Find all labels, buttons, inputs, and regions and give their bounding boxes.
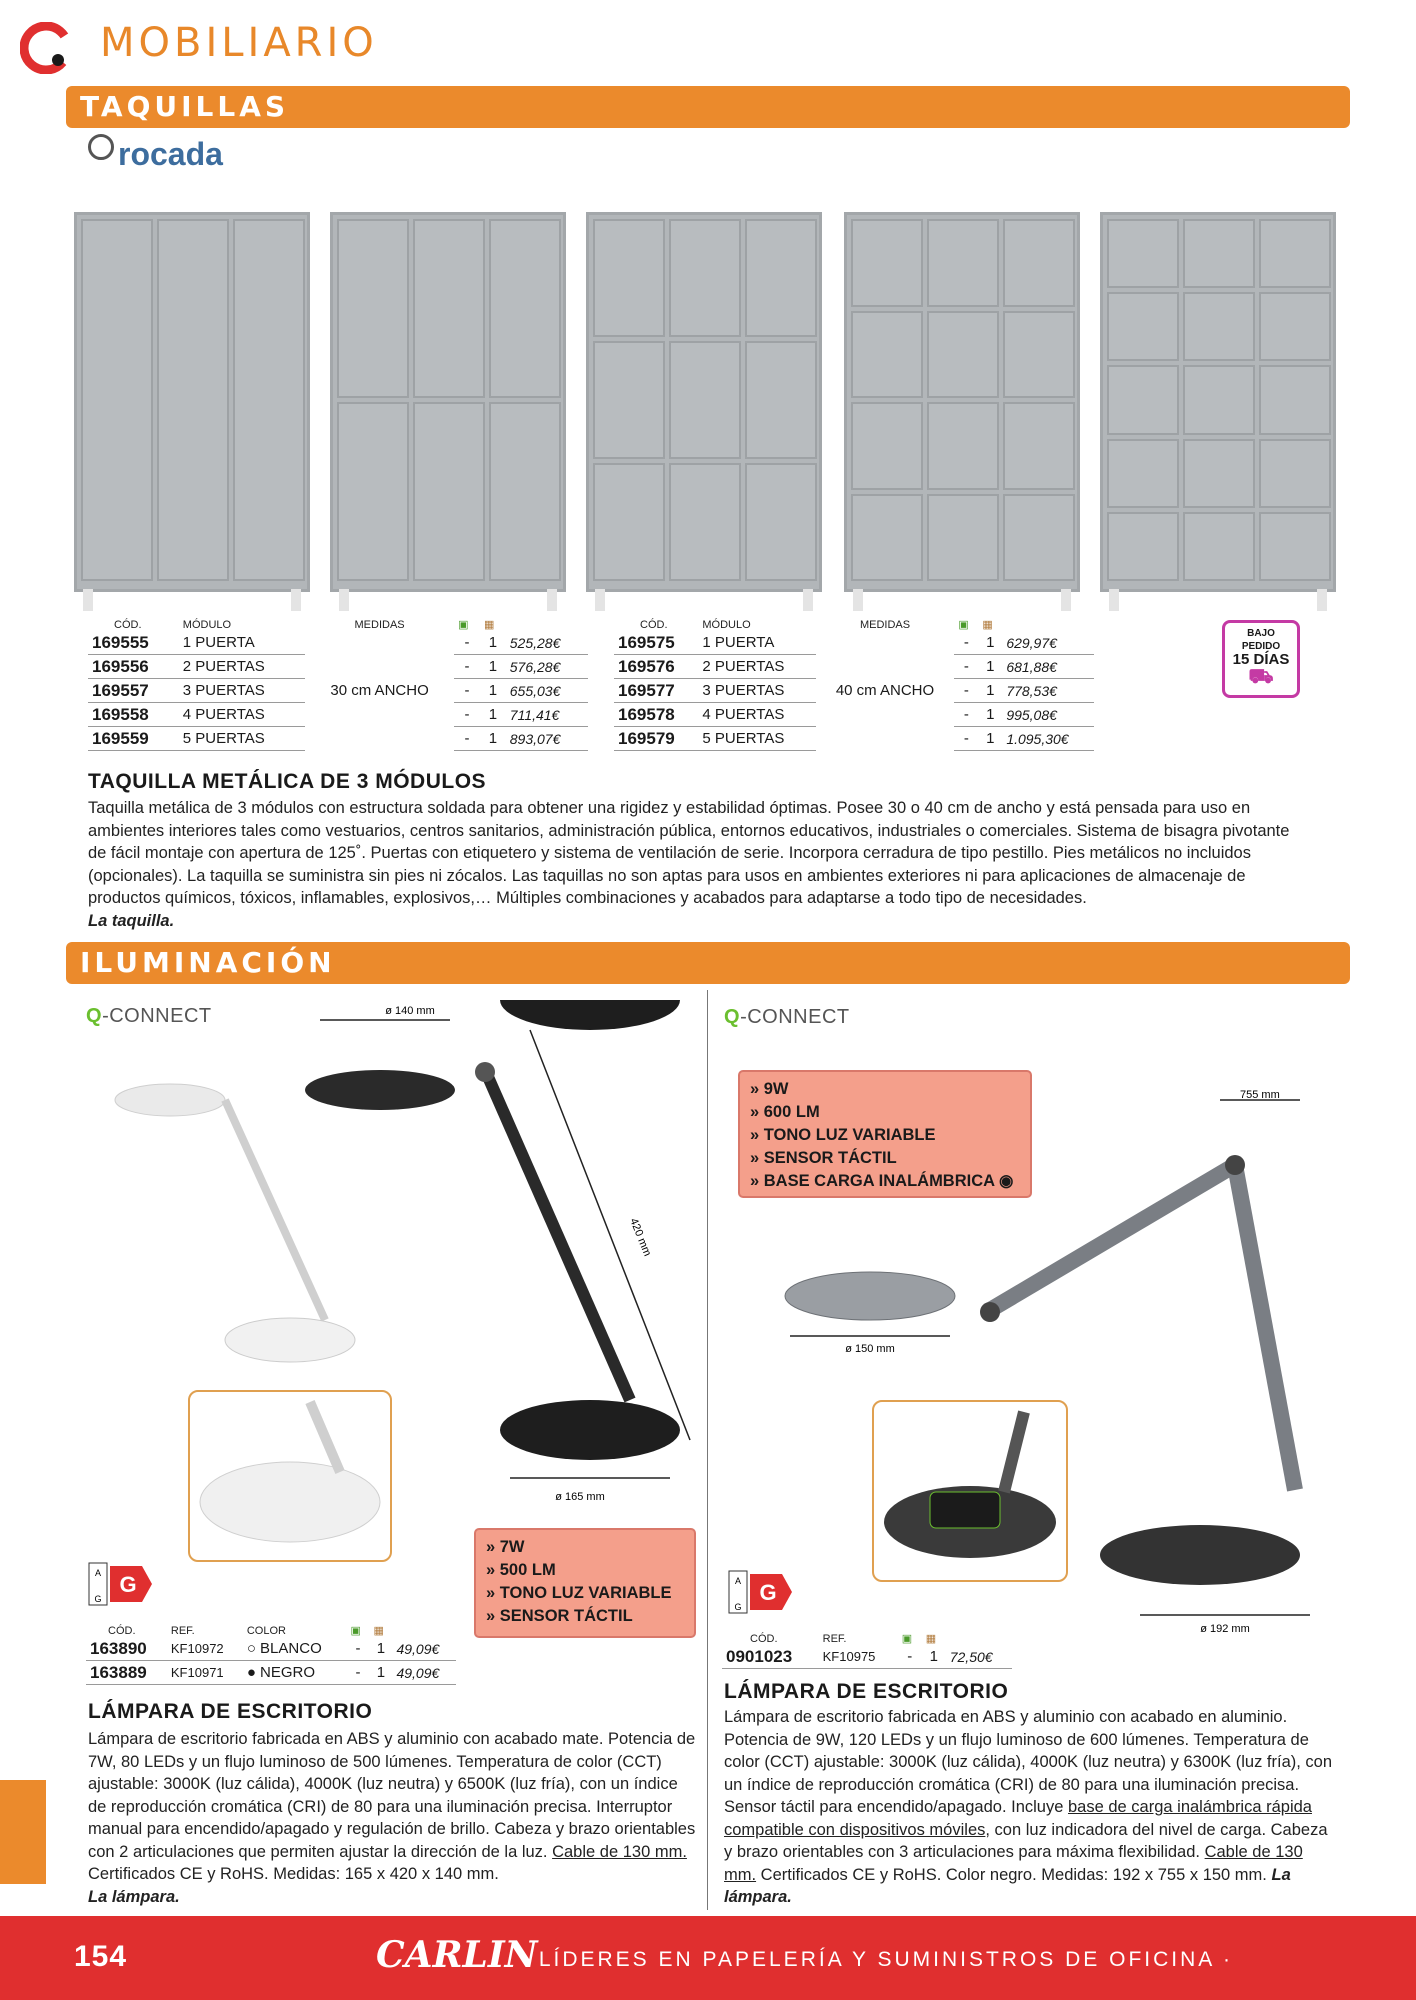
locker-door <box>1107 439 1179 508</box>
lamp1-description <box>88 1728 698 1908</box>
feature-item: » 7W <box>486 1538 525 1556</box>
locker-door <box>1259 292 1331 361</box>
price-cell: 49,09€ <box>392 1637 456 1661</box>
locker-leg <box>595 589 605 611</box>
black-lamp-base <box>500 1000 680 1030</box>
column-divider <box>707 990 708 1910</box>
locker-door <box>1259 365 1331 434</box>
dash-cell: - <box>454 679 480 703</box>
brand-rest: -CONNECT <box>740 1006 850 1028</box>
dim-top-label: ø 140 mm <box>385 1005 435 1017</box>
locker-door <box>1259 512 1331 581</box>
svg-text:G: G <box>94 1594 102 1604</box>
brand-q: Q <box>724 1006 741 1028</box>
desc-text: Lámpara de escritorio fabricada en ABS y aluminio con acabado en aluminio. Potencia de 9W, 120 LEDs y un flujo luminoso de 600 lúmenes. Temperatura de color (CCT) ajustable: 3000K (luz cálida), 4000K (luz neutra) y 6300K (luz fría), con un índice de reproducción cromática (CRI) de 80 para una iluminación precisa. Sensor táctil para encendido/apagado. Incluye <box>724 1708 1333 1816</box>
desc-text: Certificados CE y RoHS. Medidas: 165 x 420 x 140 mm. <box>88 1865 499 1883</box>
price-cell: 995,08€ <box>1002 703 1094 727</box>
desc-text: , con luz indicadora del nivel de carga. Cabeza y brazo orientables con 3 articulaciones para máxima flexibilidad. <box>724 1820 1328 1861</box>
qty-cell: 1 <box>978 631 1002 655</box>
dash-cell: - <box>954 727 978 751</box>
locker-door <box>745 341 817 459</box>
white-lamp-base <box>225 1318 355 1362</box>
price-cell: 1.095,30€ <box>1002 727 1094 751</box>
locker-image <box>844 212 1080 592</box>
section-title: MOBILIARIO <box>100 20 378 66</box>
qconnect-logo-2 <box>724 1006 850 1029</box>
qty-cell: 1 <box>978 679 1002 703</box>
locker-door <box>851 219 923 307</box>
footer-tagline: · LÍDERES EN PAPELERÍA Y SUMINISTROS DE OFICINA · <box>520 1948 1233 1971</box>
ref-cell: KF10975 <box>819 1645 898 1669</box>
price-cell: 893,07€ <box>506 727 588 751</box>
locker-image <box>330 212 566 592</box>
lamp2-description <box>724 1706 1334 1909</box>
svg-text:A: A <box>94 1568 102 1578</box>
price-cell: 655,03€ <box>506 679 588 703</box>
lamp1-unit: La lámpara. <box>88 1887 180 1906</box>
feature-item: » TONO LUZ VARIABLE <box>750 1126 936 1144</box>
locker-door <box>157 219 229 581</box>
page-number: 154 <box>74 1940 128 1973</box>
locker-door <box>745 219 817 337</box>
qty-cell: 1 <box>480 703 506 727</box>
price-cell: 49,09€ <box>392 1661 456 1685</box>
lamp1-table <box>86 1624 456 1685</box>
header-module: MÓDULO <box>182 618 232 631</box>
dim-arm-label: 755 mm <box>1240 1090 1280 1101</box>
product-code: 169578 <box>614 703 698 727</box>
header-ref: REF. <box>822 1632 847 1645</box>
locker-door <box>489 219 561 398</box>
product-code: 169558 <box>88 703 179 727</box>
module-cell: 2 PUERTAS <box>179 655 305 679</box>
locker-door <box>927 311 999 399</box>
qty-cell: 1 <box>978 655 1002 679</box>
badge-line2: PEDIDO <box>1241 641 1281 652</box>
white-lamp-arm <box>225 1100 325 1320</box>
price-cell: 711,41€ <box>506 703 588 727</box>
lamp1-title: LÁMPARA DE ESCRITORIO <box>88 1700 373 1723</box>
product-code: 169575 <box>614 631 698 655</box>
category-bar-lighting: ILUMINACIÓN <box>66 942 1350 984</box>
locker-door <box>233 219 305 581</box>
dim-base-label: ø 165 mm <box>555 1491 605 1503</box>
price-cell: 525,28€ <box>506 631 588 655</box>
box-icon: ▦ <box>982 619 993 631</box>
module-cell: 4 PUERTAS <box>179 703 305 727</box>
carlin-c-logo-icon <box>20 22 72 74</box>
dim-height-label: 420 mm <box>627 1216 654 1258</box>
qty-cell: 1 <box>480 679 506 703</box>
locker-door <box>1003 311 1075 399</box>
white-lamp-head <box>115 1084 225 1116</box>
qty-cell: 1 <box>922 1645 946 1669</box>
locker-door <box>1003 494 1075 582</box>
on-order-badge <box>1222 620 1300 698</box>
product-code: 169555 <box>88 631 179 655</box>
locker-door <box>1003 219 1075 307</box>
locker-door <box>413 219 485 398</box>
locker-title: TAQUILLA METÁLICA DE 3 MÓDULOS <box>88 770 487 793</box>
module-cell: 1 PUERTA <box>698 631 815 655</box>
header-ref: REF. <box>170 1624 195 1637</box>
header-code: CÓD. <box>640 618 668 631</box>
dash-cell: - <box>454 703 480 727</box>
color-cell: ○ BLANCO <box>243 1637 347 1661</box>
locker-door <box>1183 439 1255 508</box>
locker-door <box>1107 365 1179 434</box>
header-size: MEDIDAS <box>859 618 911 631</box>
module-cell: 1 PUERTA <box>179 631 305 655</box>
lamp1-base-detail <box>190 1392 390 1560</box>
locker-table-30 <box>88 618 588 751</box>
locker-door <box>81 219 153 581</box>
header-code: CÓD. <box>750 1632 778 1645</box>
feature-item: » 9W <box>750 1080 789 1098</box>
feature-item: » 500 LM <box>486 1561 556 1579</box>
stock-icon: ▣ <box>350 1625 361 1637</box>
desc-text: Lámpara de escritorio fabricada en ABS y aluminio con acabado mate. Potencia de 7W, 80 LEDs y un flujo luminoso de 500 lúmenes. Temperatura de color (CCT) ajustable: 3000K (luz cálida), 4000K (luz neutra) y 6500K (luz fría), con un índice de reproducción cromática (CRI) de 80 para una iluminación precisa. Interruptor manual para encendido/apagado y regulación de brillo. Cabeza y brazo orientables con 2 articulaciones que permiten ajustar la dirección de la luz. <box>88 1730 696 1861</box>
product-code: 169577 <box>614 679 698 703</box>
locker-door <box>851 311 923 399</box>
locker-door <box>669 219 741 337</box>
dim-head-label: ø 150 mm <box>845 1343 895 1355</box>
lamp2-unit: La lámpara. <box>724 1865 1291 1906</box>
color-cell: ● NEGRO <box>243 1661 347 1685</box>
svg-text:G: G <box>734 1602 742 1612</box>
feature-item: » SENSOR TÁCTIL <box>750 1149 897 1167</box>
locker-leg <box>1061 589 1071 611</box>
box-icon: ▦ <box>483 619 495 631</box>
module-cell: 3 PUERTAS <box>698 679 815 703</box>
table-row <box>86 1661 456 1685</box>
locker-door <box>669 341 741 459</box>
locker-image <box>74 212 310 592</box>
locker-table-40 <box>614 618 1094 751</box>
energy-label-icon <box>88 1562 154 1608</box>
locker-door <box>1183 292 1255 361</box>
locker-leg <box>83 589 93 611</box>
locker-door <box>851 402 923 490</box>
rocada-logo-icon <box>88 134 114 160</box>
locker-door <box>927 219 999 307</box>
black-lamp-joint <box>475 1062 495 1082</box>
locker-leg <box>853 589 863 611</box>
price-cell: 778,53€ <box>1002 679 1094 703</box>
locker-leg <box>339 589 349 611</box>
feature-text: » BASE CARGA INALÁMBRICA <box>750 1172 995 1190</box>
locker-door <box>669 463 741 581</box>
locker-unit: La taquilla. <box>88 911 175 930</box>
locker-leg <box>291 589 301 611</box>
locker-door <box>593 219 665 337</box>
locker-door <box>1107 292 1179 361</box>
lamp1-detail-photo <box>188 1390 392 1562</box>
header-module: MÓDULO <box>702 618 751 631</box>
qty-cell: 1 <box>480 727 506 751</box>
ref-cell: KF10972 <box>167 1637 243 1661</box>
lamp2-title: LÁMPARA DE ESCRITORIO <box>724 1680 1009 1703</box>
locker-door <box>1259 439 1331 508</box>
feature-item: » 600 LM <box>750 1103 820 1121</box>
locker-door <box>1003 402 1075 490</box>
cable-link: Cable de 130 mm. <box>552 1842 687 1861</box>
locker-description <box>88 797 1298 932</box>
locker-leg <box>803 589 813 611</box>
module-cell: 4 PUERTAS <box>698 703 815 727</box>
dash-cell: - <box>954 679 978 703</box>
dash-cell: - <box>454 655 480 679</box>
locker-image <box>1100 212 1336 592</box>
box-icon: ▦ <box>925 1633 937 1645</box>
header-color: COLOR <box>246 1624 286 1637</box>
locker-door <box>1107 512 1179 581</box>
lamp2-joint <box>1225 1155 1245 1175</box>
truck-icon: ⛟ <box>1248 666 1274 688</box>
lamp2-arm-lower <box>1235 1165 1295 1490</box>
stock-icon: ▣ <box>901 1633 913 1645</box>
table-row <box>722 1645 1012 1669</box>
locker-door <box>593 341 665 459</box>
dash-cell: - <box>954 655 978 679</box>
table-row <box>88 631 588 655</box>
product-code: 169579 <box>614 727 698 751</box>
qty-cell: 1 <box>369 1661 392 1685</box>
desc-text: Certificados CE y RoHS. Color negro. Medidas: 192 x 755 x 150 mm. <box>756 1865 1272 1884</box>
side-tab <box>0 1780 46 1884</box>
stock-icon: ▣ <box>958 619 969 631</box>
lamp2-detail-photo <box>872 1400 1068 1582</box>
product-code: 0901023 <box>722 1645 819 1669</box>
price-cell: 576,28€ <box>506 655 588 679</box>
product-code: 169559 <box>88 727 179 751</box>
box-icon: ▦ <box>373 1625 384 1637</box>
brand-q: Q <box>86 1005 103 1027</box>
qty-cell: 1 <box>369 1637 392 1661</box>
locker-door <box>745 463 817 581</box>
header-size: MEDIDAS <box>354 618 405 631</box>
locker-door <box>1183 219 1255 288</box>
badge-line1: BAJO <box>1247 628 1275 639</box>
product-code: 169576 <box>614 655 698 679</box>
black-lamp-head <box>305 1070 455 1110</box>
carlin-logo: CARLIN <box>376 1934 538 1976</box>
dash-cell: - <box>454 727 480 751</box>
locker-leg <box>547 589 557 611</box>
lamp2-head <box>785 1272 955 1320</box>
lamp1-features <box>474 1528 696 1638</box>
price-cell: 72,50€ <box>946 1645 1012 1669</box>
size-cell: 40 cm ANCHO <box>835 682 935 700</box>
ref-cell: KF10971 <box>167 1661 243 1685</box>
locker-door <box>927 402 999 490</box>
product-code: 163889 <box>86 1661 167 1685</box>
brand-rest: -CONNECT <box>102 1005 212 1027</box>
feature-item: » SENSOR TÁCTIL <box>486 1607 633 1625</box>
header-code: CÓD. <box>114 618 142 631</box>
dash-cell: - <box>898 1645 922 1669</box>
locker-door <box>1183 512 1255 581</box>
lamp2-arm-upper <box>990 1165 1235 1310</box>
qty-cell: 1 <box>978 703 1002 727</box>
wireless-base-link: base de carga inalámbrica rápida compatible con dispositivos móviles <box>724 1798 1312 1839</box>
locker-door <box>1259 219 1331 288</box>
lamp2-base <box>1100 1525 1300 1585</box>
qty-cell: 1 <box>480 655 506 679</box>
price-cell: 681,88€ <box>1002 655 1094 679</box>
table-row <box>614 631 1094 655</box>
dash-cell: - <box>346 1661 369 1685</box>
locker-door <box>337 219 409 398</box>
locker-description-text: Taquilla metálica de 3 módulos con estructura soldada para obtener una rigidez y estabilidad óptimas. Posee 30 o 40 cm de ancho y está pensada para uso en ambientes interiores tales como vestuarios, centros sanitarios, administración pública, entornos educativos, industriales o comerciales. Sistema de bisagra pivotante de fácil montaje con apertura de 125˚. Puertas con etiquetero y sistema de ventilación de serie. Incorpora cerradura de tipo pestillo. Pies metálicos no incluidos (opcionales). La taquilla se suministra sin pies ni zócalos. Las taquillas no son aptas para usos en ambientes exteriores ni para aplicaciones de almacenaje de productos químicos, tóxicos, inflamables, explosivos,… Múltiples combinaciones y acabados para adaptarse a todo tipo de necesidades. <box>88 799 1290 907</box>
lamp2-charging-detail <box>874 1402 1066 1580</box>
svg-text:A: A <box>734 1576 742 1586</box>
locker-door <box>851 494 923 582</box>
qty-cell: 1 <box>480 631 506 655</box>
price-cell: 629,97€ <box>1002 631 1094 655</box>
svg-text:G: G <box>119 1572 137 1597</box>
locker-door <box>1107 219 1179 288</box>
product-code: 163890 <box>86 1637 167 1661</box>
size-cell: 30 cm ANCHO <box>330 682 429 700</box>
locker-door <box>927 494 999 582</box>
locker-door <box>593 463 665 581</box>
badge-days: 15 DÍAS <box>1232 651 1290 668</box>
locker-door <box>1183 365 1255 434</box>
dash-cell: - <box>954 631 978 655</box>
locker-leg <box>1317 589 1327 611</box>
feature-item: » TONO LUZ VARIABLE <box>486 1584 672 1602</box>
stock-icon: ▣ <box>458 619 469 631</box>
lamp2-table <box>722 1632 1012 1669</box>
brand-logo: rocada <box>118 136 223 172</box>
wireless-charge-icon: ◉ <box>999 1172 1014 1190</box>
cable-link: Cable de 130 mm. <box>724 1843 1303 1884</box>
header-code: CÓD. <box>108 1624 136 1637</box>
module-cell: 5 PUERTAS <box>179 727 305 751</box>
locker-image <box>586 212 822 592</box>
qty-cell: 1 <box>978 727 1002 751</box>
module-cell: 2 PUERTAS <box>698 655 815 679</box>
locker-leg <box>1109 589 1119 611</box>
product-code: 169556 <box>88 655 179 679</box>
dash-cell: - <box>954 703 978 727</box>
locker-door <box>489 402 561 581</box>
product-code: 169557 <box>88 679 179 703</box>
black-lamp-arm <box>485 1070 630 1400</box>
dash-cell: - <box>454 631 480 655</box>
module-cell: 3 PUERTAS <box>179 679 305 703</box>
dash-cell: - <box>346 1637 369 1661</box>
locker-door <box>337 402 409 581</box>
svg-text:G: G <box>759 1580 777 1605</box>
locker-door <box>413 402 485 581</box>
module-cell: 5 PUERTAS <box>698 727 815 751</box>
dim-base-label: ø 192 mm <box>1200 1623 1250 1635</box>
category-bar-lockers: TAQUILLAS <box>66 86 1350 128</box>
energy-label-icon <box>728 1570 794 1616</box>
table-row <box>86 1637 456 1661</box>
